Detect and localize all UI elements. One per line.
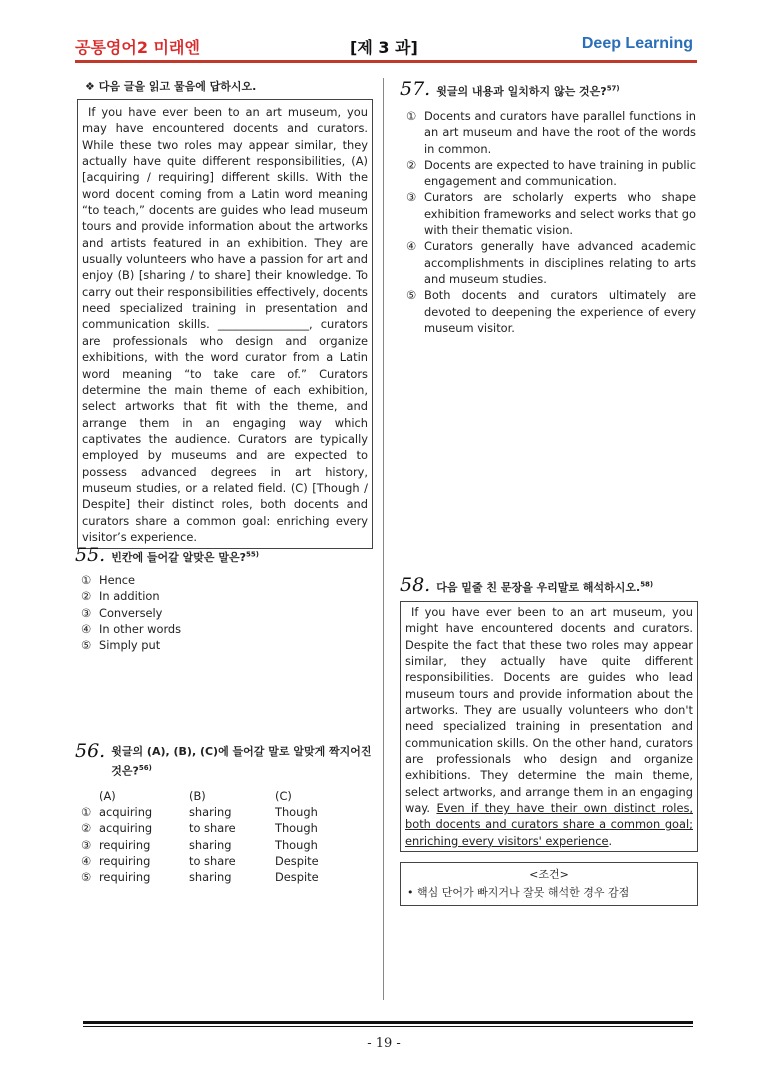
question-text: 윗글의 내용과 일치하지 않는 것은? [436, 85, 607, 98]
question-57-header [400, 78, 698, 100]
passage-blank: ________________ [217, 317, 310, 332]
passage-text-before-blank: If you have ever been to an art museum, you may have encountered docents and curators. While these two roles may appear similar, they actually have quite different responsibilities, (A) [acquiring / requiring] different skills. With the word docent coming from a Latin word meaning “to teach,” docents are guides who lead museum tours and provide information about the artworks and artists featured in an exhibition. They are usually volunteers who have a passion for art and enjoy (B) [sharing / to share] their knowledge. To carry out their responsibilities effectively, docents need specialized training in presentation and communication skills. [82, 105, 368, 332]
options-list [81, 572, 259, 653]
condition-box [400, 862, 698, 906]
condition-title: <조건> [529, 868, 569, 881]
table-row: ① acquiring sharing Though [81, 804, 318, 819]
question-55 [75, 544, 259, 653]
option-3: ③ Curators are scholarly experts who shape exhibition frameworks and select works that go with their thematic vision. [406, 190, 696, 238]
passage-text-after-blank: , curators are professionals who design and organize exhibitions, with the word curator from a Latin word meaning “to take care of.” Curators determine the main theme of each exhibition, select artworks that fit with the theme, and arrange them in an engaging way which captivates the audience. Curators are typically employed by museums and are expected to possess advanced degrees in art history, museum studies, or a related field. (C) [Though / Despite] their distinct roles, both docents and curators share a common goal: enriching every visitor’s experience. [82, 317, 368, 544]
option-1: ① Hence [81, 573, 136, 587]
question-number: 55. [75, 544, 106, 566]
header-course-title: 공통영어2 미래엔 [75, 38, 200, 57]
option-2: ② Docents are expected to have training in public engagement and communication. [406, 157, 696, 189]
option-2: ② In addition [81, 589, 160, 604]
header-series-title: Deep Learning [581, 35, 693, 52]
question-58-header [400, 574, 653, 596]
instruction [85, 78, 256, 94]
question-text: 다음 밑줄 친 문장을 우리말로 해석하시오. [436, 581, 641, 594]
instruction-text: 다음 글을 읽고 물음에 답하시오. [98, 80, 257, 93]
option-4: ④ Curators generally have advanced academic accomplishments in disciplines relating to arts and museum studies. [406, 239, 696, 286]
question-56 [75, 740, 375, 885]
footer-rule-thick [83, 1021, 693, 1024]
question-text: 빈칸에 들어갈 알맞은 말은? [111, 551, 246, 564]
footnote-mark: 57) [606, 84, 620, 93]
translation-passage-text: If you have ever been to an art museum, you might have encountered docents and curators. Despite the fact that these two roles may appear similar, they actually have quite different responsibilities. Docents are guides who lead museum tours and provide information about the artworks. They are usually volunteers who don't need specialized training in presentation and communication skills. On the other hand, curators are professionals who design and organize exhibitions. They determine the main theme, select artworks, and arrange them in an engaging way. [405, 605, 693, 816]
question-number: 57. [400, 78, 431, 100]
translation-passage: If you have ever been to an art museum, you might have encountered docents and curators. Despite the fact that these two roles may appear similar, they actually have quite different responsibilities. Docents are guides who lead museum tours and provide information about the artworks. They are usually volunteers who don't need specialized training in presentation and communication skills. On the other hand, curators are professionals who design and organize exhibitions. They determine the main theme, select artworks, and arrange them in an engaging way. Even if they have their own distinct roles, both docents and curators share a common goal; enriching every visitors' experience. [400, 601, 698, 852]
table-row: ④ requiring to share Despite [81, 853, 319, 868]
table-row: ② acquiring to share Though [81, 821, 318, 836]
footnote-mark: 55) [245, 550, 259, 559]
page-number: - 19 - [367, 1036, 401, 1051]
footnote-mark: 56) [138, 764, 152, 772]
underlined-sentence: Even if they have their own distinct roles, both docents and curators share a common goal; enriching every visitors' experience [405, 801, 694, 848]
answer-table [81, 788, 375, 886]
table-row: ③ requiring sharing Though [81, 837, 318, 852]
option-3: ③ Conversely [81, 605, 163, 620]
question-57 [400, 78, 698, 336]
footnote-mark: 58) [640, 580, 654, 589]
option-4: ④ In other words [81, 621, 182, 636]
option-1: ① Docents and curators have parallel functions in an art museum and have the root of the words in common. [406, 109, 696, 156]
reading-passage [77, 99, 373, 549]
question-text: 윗글의 (A), (B), (C)에 들어갈 말로 알맞게 짝지어진 것은? [111, 745, 372, 778]
question-56-header [75, 740, 375, 780]
footer-rule-thin [83, 1026, 693, 1027]
diamond-bullet-icon: ❖ [85, 80, 95, 93]
question-number: 58. [400, 574, 431, 596]
question-number: 56. [75, 740, 106, 762]
header-rule [75, 60, 697, 63]
header-lesson: [제 3 과] [350, 38, 418, 57]
table-row: ⑤ requiring sharing Despite [81, 870, 319, 885]
option-5: ⑤ Simply put [81, 638, 161, 653]
option-5: ⑤ Both docents and curators ultimately are devoted to deepening the experience of every museum visitor. [406, 288, 696, 335]
column-divider [383, 78, 384, 1000]
table-header: (A) (B) (C) [99, 788, 292, 803]
condition-item: • 핵심 단어가 빠지거나 잘못 해석한 경우 감점 [407, 886, 630, 899]
options-list [406, 108, 698, 336]
question-55-header [75, 544, 259, 566]
